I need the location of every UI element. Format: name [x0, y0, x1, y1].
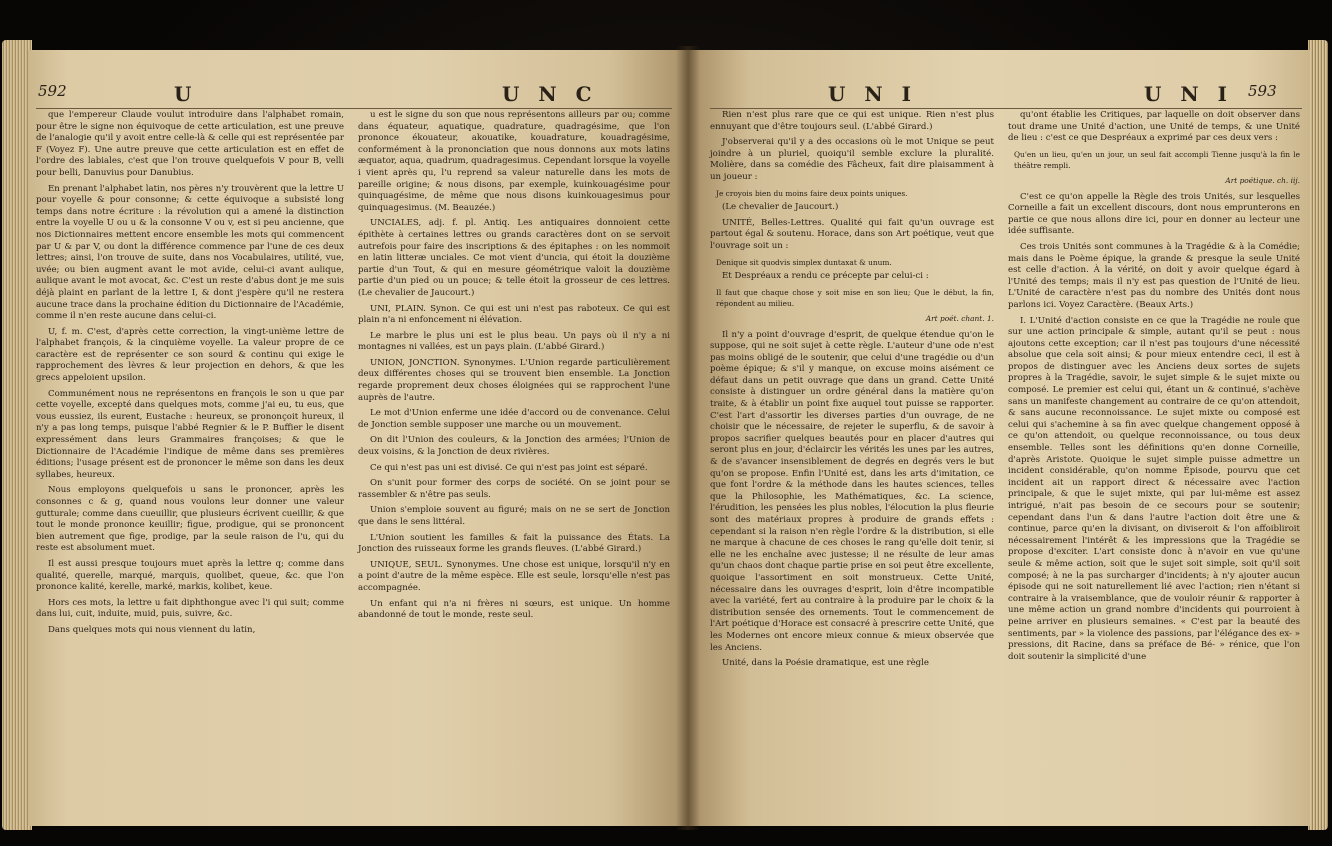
- text-column: [358, 110, 670, 626]
- header-rule: [710, 108, 1302, 109]
- paragraph: (Le chevalier de Jaucourt.): [722, 202, 839, 213]
- paragraph: Le mot d'Union enferme une idée d'accord ou de convenance. Celui de Jonction semble supposer une marche ou un mouvement.: [358, 408, 670, 430]
- paragraph: Il est aussi presque toujours muet après la lettre q; comme dans qualité, querelle, marqué, marquis, quolibet, queue, &c. que l'on prononce kalité, kerelle, marké, markis, kolibet, keue.: [36, 558, 344, 593]
- running-header: U: [174, 82, 198, 106]
- paragraph: I. L'Unité d'action consiste en ce que la Tragédie ne roule que sur une action principale & simple, autant qu'il se peut : nous ajoutons cette exception; car il n'est pas toujours d'une nécessité absolue que cela soit ainsi; & pour mieux entendre ceci, il est à propos de distinguer avec les Anciens deux sortes de sujets propres à la Tragédie, savoir, le sujet simple & le sujet mixte ou composé. Le premier est celui qui, étant un & continué, s'achève sans un manifeste changement au contraire de ce qu'on attendoit, & sans aucune reconnoissance. Le sujet mixte ou composé est celui qui s'achemine à sa fin avec quelque changement opposé à ce qu'on attendoit, ou quelque reconnoissance, ou tous deux ensemble. Telles sont les définitions qu'en donne Corneille, d'après Aristote. Quoique le sujet simple puisse admettre un incident considérable, qu'on nomme Épisode, pourvu que cet incident ait un rapport direct & nécessaire avec l'action principale, & que le sujet mixte, qui par lui-même est assez intrigué, n'ait pas besoin de ce secours pour se soutenir; cependant dans l'un & dans l'autre l'action doit être une & continue, parce qu'en la divisant, on diviseroit & l'on affoibliroit nécessairement l'intérêt & les impressions que la Tragédie se propose d'exciter. L'art consiste donc à n'avoir en vue qu'une seule & même action, soit que le sujet soit simple, soit qu'il soit composé; à ne la pas surcharger d'incidents; à n'y ajouter aucun épisode qui ne soit naturellement lié avec l'action; rien n'étant si contraire à la vraisemblance, que de vouloir réunir & rapporter à une même action un grand nombre d'incidents qui pourroient à peine arriver en plusieurs semaines. « C'est par la beauté des sentiments, par » la violence des passions, par l'élégance des ex- » pressions, dit Racine, dans sa préface de Bé- » rénice, que l'on doit soutenir la simplicité d'une: [1008, 315, 1300, 662]
- text-column: [1008, 110, 1300, 667]
- paragraph: Dans quelques mots qui nous viennent du latin,: [48, 624, 256, 635]
- paragraph: u est le signe du son que nous représentons ailleurs par ou; comme dans équateur, aquatique, quadrature, quadragésime, que l'on prononce ékouateur, akouatike, kouadrature, kouadragésime, conformément à la prononciation que nous donnons aux mots latins æquator, aqua, quadrum, quadragesimus. Cependant lorsque la voyelle i vient après qu, l'u reprend sa valeur naturelle dans les mots de pareille origine; & nous disons, par exemple, kuinkouagésime pour quinquagésime, de même que nous disons kuinkouagesimus pour quinquagesimus. (M. Beauzée.): [358, 110, 670, 213]
- paragraph: Le marbre le plus uni est le plus beau. Un pays où il n'y a ni montagnes ni vallées, est un pays plain. (L'abbé Girard.): [358, 330, 670, 353]
- text-column: [36, 110, 344, 641]
- running-header: U N I: [1144, 82, 1234, 106]
- left-page: [28, 50, 688, 826]
- text-column: [710, 110, 994, 674]
- paragraph: UNIQUE, SEUL. Synonymes. Une chose est unique, lorsqu'il n'y en a point d'autre de la même espèce. Elle est seule, lorsqu'elle n'est pas accompagnée.: [358, 559, 670, 593]
- paragraph: Rien n'est plus rare que ce qui est unique. Rien n'est plus ennuyant que d'être toujours seul. (L'abbé Girard.): [710, 110, 994, 132]
- paragraph: Qu'en un lieu, qu'en un jour, un seul fait accompli Tienne jusqu'à la fin le théâtre rempli.: [1014, 149, 1300, 171]
- paragraph: UNION, JONCTION. Synonymes. L'Union regarde particulièrement deux différentes choses qui se trouvent bien ensemble. La Jonction regarde proprement deux choses éloignées qui se rapprochent l'une auprès de l'autre.: [358, 357, 670, 403]
- book-gutter: [676, 46, 700, 830]
- header-rule: [36, 108, 672, 109]
- paragraph: Denique sit quodvis simplex duntaxat & unum.: [716, 257, 892, 267]
- paragraph: Communément nous ne représentons en françois le son u que par cette voyelle, excepté dans quelques mots, comme j'ai eu, tu eus, que vous eussiez, ils eurent, Eustache : heureux, se prononçoit hureux, il n'y a pas long temps, puisque l'abbé Regnier & le P. Buffier le disent expressément dans leurs Grammaires françoises; & que le Dictionnaire de l'Académie l'indique de même dans ses premières éditions; l'usage présent est de prononcer le même son dans les deux syllabes, heureux.: [36, 388, 344, 480]
- paragraph: Unité, dans la Poésie dramatique, est une règle: [722, 658, 929, 669]
- paragraph: Art poét. chant. 1.: [925, 313, 994, 323]
- running-header: U N I: [828, 82, 918, 106]
- paragraph: Il n'y a point d'ouvrage d'esprit, de quelque étendue qu'on le suppose, qui ne soit sujet à cette règle. L'auteur d'une ode n'est pas moins obligé de le soutenir, que celui d'une tragédie ou d'un poème épique; & s'il y manque, on excuse moins aisément ce défaut dans un petit ouvrage que dans un grand. Cette Unité consiste à distinguer un ordre général dans la matière qu'on traite, & à établir un point fixe auquel tout puisse se rapporter. C'est l'art d'assortir les diverses parties d'un ouvrage, de ne choisir que le nécessaire, de rejeter le superflu, & de savoir à propos sacrifier quelques beautés pour en placer d'autres qui seront plus en jour, d'éclaircir les vérités les unes par les autres, & de s'avancer insensiblement de degrés en degrés vers le but qu'on se propose. Enfin l'Unité est, dans les arts d'imitation, ce que font l'ordre & la méthode dans les hautes sciences, telles que la Philosophie, les Mathématiques, &c. La science, l'érudition, les pensées les plus nobles, l'élocution la plus fleurie sont des matériaux propres à produire de grands effets : cependant si la raison n'en règle l'ordre & la distribution, si elle ne marque à chacune de ces choses le rang qu'elle doit tenir, si elle ne les enchaîne avec justesse; il ne résulte de leur amas qu'un chaos dont chaque partie prise en soi peut être excellente, quoique l'assortiment en soit monstrueux. Cette Unité, nécessaire dans les ouvrages d'esprit, loin d'être incompatible avec la variété, fert au contraire à la produire par le choix & la distribution sensée des ornements. Tout le commencement de l'Art poétique d'Horace est consacré à prescrire cette Unité, que les Modernes ont encore mieux connue & mieux observée que les Anciens.: [710, 329, 994, 653]
- paragraph: Et Despréaux a rendu ce précepte par celui-ci :: [722, 271, 929, 282]
- running-header: U N C: [502, 82, 598, 106]
- paragraph: U, f. m. C'est, d'après cette correction, la vingt-unième lettre de l'alphabet françois, & la cinquième voyelle. La valeur propre de ce caractère est de représenter ce son sourd & continu qui exige le rapprochement des lèvres & leur projection en dehors, & que les grecs appeloient upsilon.: [36, 326, 344, 384]
- page-edges-right: [1308, 40, 1328, 830]
- paragraph: Je croyois bien du moins faire deux points uniques.: [716, 188, 908, 198]
- paragraph: J'observerai qu'il y a des occasions où le mot Unique se peut joindre à un pluriel, quoiqu'il semble exclure la pluralité. Molière, dans sa comédie des Fâcheux, fait dire plaisamment à un joueur :: [710, 137, 994, 182]
- paragraph: UNI, PLAIN. Synon. Ce qui est uni n'est pas raboteux. Ce qui est plain n'a ni enfoncement ni élévation.: [358, 303, 670, 326]
- paragraph: UNITÉ, Belles-Lettres. Qualité qui fait qu'un ouvrage est partout égal & soutenu. Horace, dans son Art poétique, veut que l'ouvrage soit un :: [710, 217, 994, 251]
- page-number: 592: [38, 82, 67, 100]
- paragraph: Hors ces mots, la lettre u fait diphthongue avec l'i qui suit; comme dans lui, cuit, induite, muid, puis, suivre, &c.: [36, 597, 344, 620]
- paragraph: Un enfant qui n'a ni frères ni sœurs, est unique. Un homme abandonné de tout le monde, reste seul.: [358, 598, 670, 621]
- paragraph: UNCIALES, adj. f. pl. Antiq. Les antiquaires donnoient cette épithète à certaines lettres ou grands caractères dont on se servoit autrefois pour faire des inscriptions & des épitaphes : on les nommoit en latin litteræ unciales. Ce mot vient d'uncia, qui étoit la douzième partie d'un Tout, & qui en mesure géométrique valoit la douzième partie d'un pied ou un pouce; & telle étoit la grosseur de ces lettres. (Le chevalier de Jaucourt.): [358, 218, 670, 298]
- paragraph: qu'ont établie les Critiques, par laquelle on doit observer dans tout drame une Unité d'action, une Unité de temps, & une Unité de lieu : c'est ce que Despréaux a exprimé par ces deux vers :: [1008, 110, 1300, 144]
- page-number: 593: [1248, 82, 1277, 100]
- paragraph: Ces trois Unités sont communes à la Tragédie & à la Comédie; mais dans le Poème épique, la grande & presque la seule Unité est celle d'action. À la vérité, on doit y avoir quelque égard à l'Unité des temps; mais il n'y est pas question de l'Unité de lieu. L'Unité de caractère n'est pas du nombre des Unités dont nous parlons ici. Voyez Caractère. (Beaux Arts.): [1008, 241, 1300, 310]
- right-page: [688, 50, 1310, 826]
- paragraph: En prenant l'alphabet latin, nos pères n'y trouvèrent que la lettre U pour voyelle & pour consonne; & cette équivoque a subsisté long temps dans notre écriture : la révolution qui a amené la distinction entre la voyelle U ou u & la consonne V ou v, est si peu ancienne, que nos Dictionnaires mettent encore ensemble les mots qui commencent par U & par V, ou dont la différence commence par l'une de ces deux lettres; ainsi, l'on trouve de suite, dans nos Vocabulaires, utilité, vue, uvée; ou bien augment avant le mot avide, celui-ci avant aulique, aulique avant le mot avocat, &c. C'est un reste d'abus dont je me suis déjà plaint en parlant de la lettre I, & dont j'espère qu'il ne restera aucune trace dans la prochaine édition du Dictionnaire de l'Académie, comme il n'en reste aucune dans celui-ci.: [36, 183, 344, 322]
- paragraph: C'est ce qu'on appelle la Règle des trois Unités, sur lesquelles Corneille a fait un excellent discours, dont nous emprunterons en partie ce que nous allons dire ici, pour en donner au lecteur une idée suffisante.: [1008, 191, 1300, 237]
- paragraph: Union s'emploie souvent au figuré; mais on ne se sert de Jonction que dans le sens littéral.: [358, 505, 670, 527]
- paragraph: Nous employons quelquefois u sans le prononcer, après les consonnes c & g, quand nous voulons leur donner une valeur gutturale; comme dans cueuillir, que plusieurs écrivent cueillir, & que tout le monde prononce keuillir; figue, prodigue, qui se prononcent bien autrement que fige, prodige, par la seule raison de l'u, qui du reste est absolument muet.: [36, 485, 344, 554]
- paragraph: que l'empereur Claude voulut introduire dans l'alphabet romain, pour être le signe non équivoque de cette articulation, est une preuve de l'analogie qu'il y avoit entre celle-là & celle qui est représentée par F (Voyez F). Une autre preuve que cette articulation est en effet de l'ordre des labiales, c'est que l'on trouve quelquefois V pour B, velli pour belli, Danuvius pour Danubius.: [36, 110, 344, 178]
- paragraph: Il faut que chaque chose y soit mise en son lieu; Que le début, la fin, répondent au milieu.: [716, 287, 994, 309]
- paragraph: Art poétique. ch. iij.: [1225, 175, 1300, 185]
- paragraph: On dit l'Union des couleurs, & la Jonction des armées; l'Union de deux voisins, & la Jonction de deux rivières.: [358, 435, 670, 458]
- paragraph: Ce qui n'est pas uni est divisé. Ce qui n'est pas joint est séparé.: [370, 462, 648, 473]
- paragraph: On s'unit pour former des corps de société. On se joint pour se rassembler & n'être pas seuls.: [358, 478, 670, 500]
- paragraph: L'Union soutient les familles & fait la puissance des États. La Jonction des ruisseaux forme les grands fleuves. (L'abbé Girard.): [358, 532, 670, 555]
